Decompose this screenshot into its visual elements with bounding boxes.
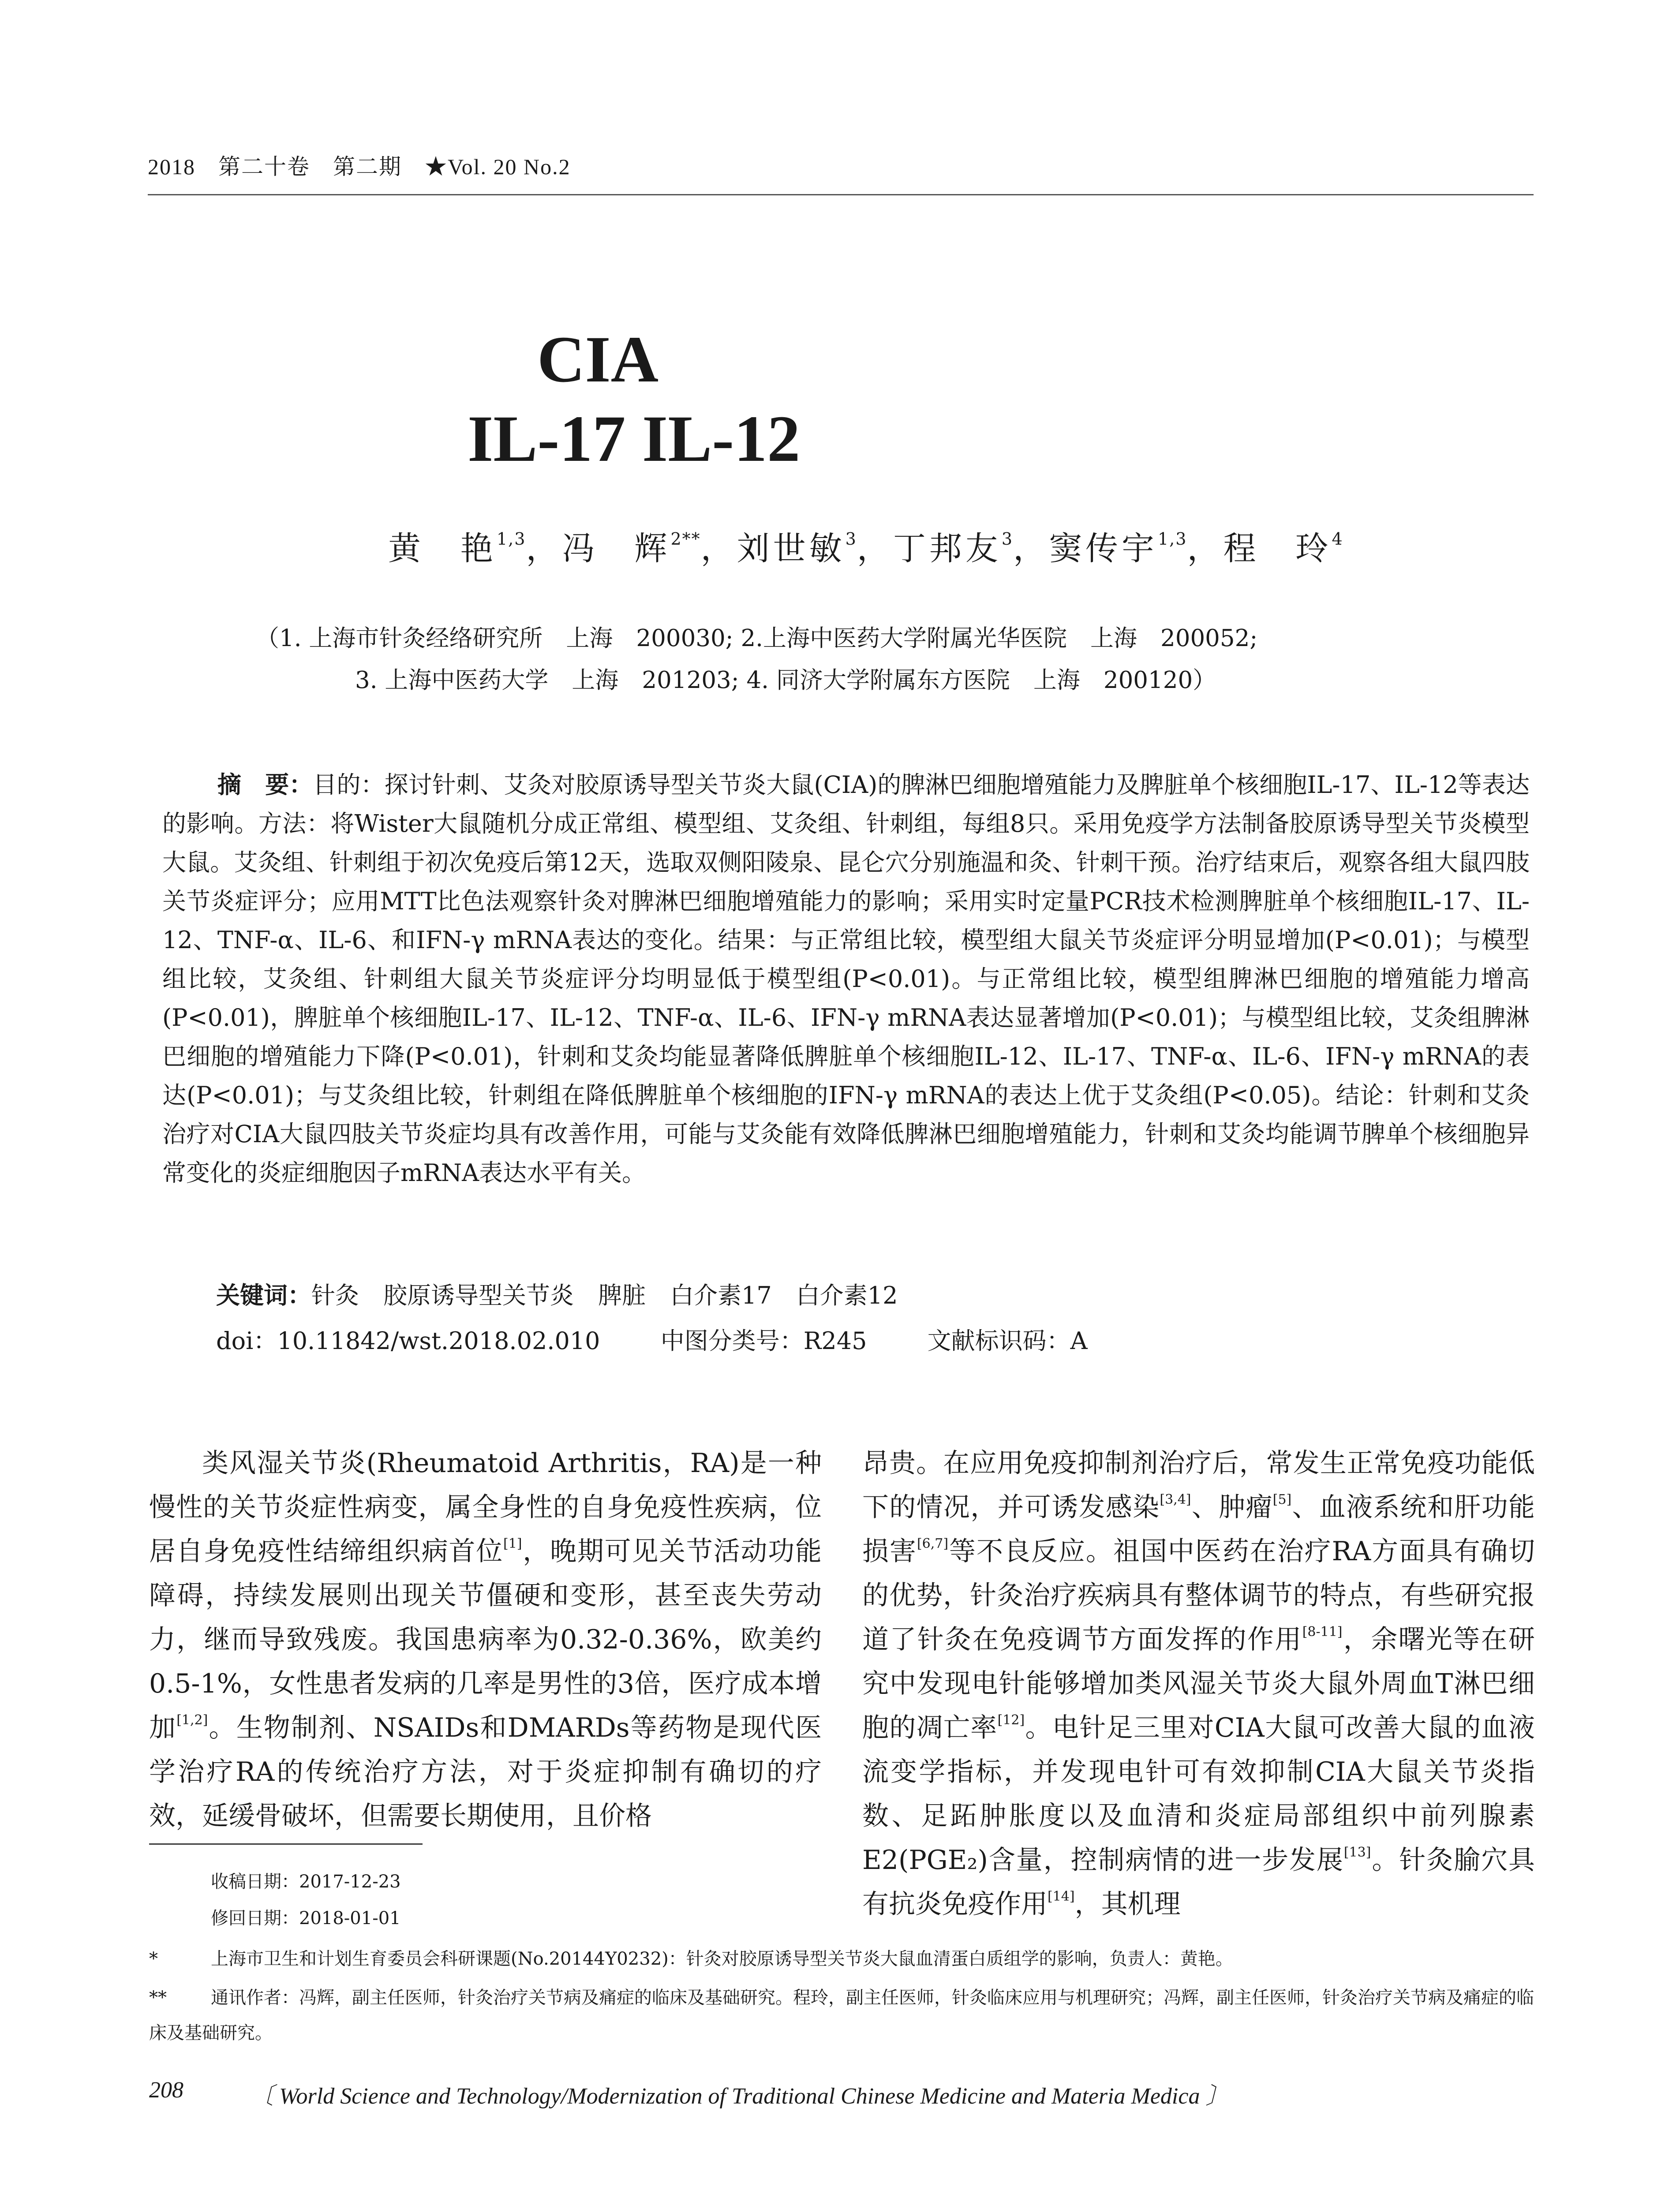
author-affiliation-marker: 3 [845, 529, 857, 549]
author-name: 窦传宇 [1049, 530, 1158, 568]
body-text: 、肿瘤 [1191, 1492, 1273, 1523]
author-affiliation-marker: 4 [1332, 529, 1343, 549]
funding-note [149, 1945, 1233, 1970]
clc-number: 中图分类号：R245 [660, 1327, 867, 1355]
body-text: 、血液系统和肝功能损害 [862, 1492, 1535, 1567]
abstract [162, 765, 1530, 1192]
body-column-right [862, 1441, 1535, 1926]
body-text: 类风湿关节炎(Rheumatoid Arthritis，RA)是一种慢性的关节炎症性病变，属全身性的自身免疫性疾病，位居自身免疫性结缔组织病首位 [149, 1448, 822, 1567]
author-affiliation-marker: 2** [670, 529, 701, 549]
keywords-label: 关键词： [216, 1281, 311, 1309]
keyword: 脾脏 [598, 1282, 646, 1309]
keywords-list [311, 1282, 922, 1309]
header-rule [148, 194, 1534, 195]
citation-ref: [5] [1272, 1492, 1292, 1507]
revised-date: 修回日期：2018-01-01 [211, 1908, 401, 1928]
author-separator: ， [526, 530, 562, 568]
body-text: ，其机理 [1074, 1889, 1181, 1920]
citation-ref: [13] [1343, 1845, 1371, 1860]
document-code: 文献标识码：A [927, 1327, 1088, 1355]
funding-text: 上海市卫生和计划生育委员会科研课题(No.20144Y0232)：针灸对胶原诱导型关节炎大鼠血清蛋白质组学的影响，负责人：黄艳。 [211, 1949, 1233, 1969]
keyword: 白介素17 [670, 1282, 772, 1309]
author-name: 丁邦友 [893, 530, 1002, 568]
affiliation-line-1: （1. 上海市针灸经络研究所 上海 200030; 2.上海中医药大学附属光华医院 上海 200052; [256, 625, 1258, 652]
author-separator: ， [700, 530, 737, 568]
citation-ref: [1] [503, 1536, 522, 1551]
body-text: ，余曙光等在研究中发现电针能够增加类风湿关节炎大鼠外周血T淋巴细胞的凋亡率 [862, 1624, 1535, 1743]
abstract-text: 目的：探讨针刺、艾灸对胶原诱导型关节炎大鼠(CIA)的脾淋巴细胞增殖能力及脾脏单个核细胞IL-17、IL-12等表达的影响。方法：将Wister大鼠随机分成正常组、模型组、艾灸组、针刺组，每组8只。采用免疫学方法制备胶原诱导型关节炎模型大鼠。艾灸组、针刺组于初次免疫后第12天，选取双侧阳陵泉、昆仑穴分别施温和灸、针刺干预。治疗结束后，观察各组大鼠四肢关节炎症评分；应用MTT比色法观察针灸对脾淋巴细胞增殖能力的影响；采用实时定量PCR技术检测脾脏单个核细胞IL-17、IL-12、TNF-α、IL-6、和IFN-γ mRNA表达的变化。结果：与正常组比较，模型组大鼠关节炎症评分明显增加(P<0.01)；与模型组比较，艾灸组、针刺组大鼠关节炎症评分均明显低于模型组(P<0.01)。与正常组比较，模型组脾淋巴细胞的增殖能力增高(P<0.01)，脾脏单个核细胞IL-17、IL-12、TNF-α、IL-6、IFN-γ mRNA表达显著增加(P<0.01)；与模型组比较，艾灸组脾淋巴细胞的增殖能力下降(P<0.01)，针刺和艾灸均能显著降低脾脏单个核细胞IL-12、IL-17、TNF-α、IL-6、IFN-γ mRNA的表达(P<0.01)；与艾灸组比较，针刺组在降低脾脏单个核细胞的IFN-γ mRNA的表达上优于艾灸组(P<0.05)。结论：针刺和艾灸治疗对CIA大鼠四肢关节炎症均具有改善作用，可能与艾灸能有效降低脾淋巴细胞增殖能力，针刺和艾灸均能调节脾单个核细胞异常变化的炎症细胞因子mRNA表达水平有关。 [162, 771, 1530, 1187]
author-name: 冯 辉 [562, 530, 671, 568]
author-separator: ， [857, 530, 893, 568]
author-name: 程 玲 [1223, 530, 1332, 568]
author-separator: ， [1013, 530, 1049, 568]
author-name: 黄 艳 [388, 530, 497, 568]
keyword: 针灸 [311, 1282, 359, 1309]
author-separator: ， [1187, 530, 1224, 568]
corresponding-mark: ** [149, 1988, 167, 2008]
body-text: 昂贵。在应用免疫抑制剂治疗后，常发生正常免疫功能低下的情况，并可诱发感染 [862, 1448, 1535, 1523]
body-text: ，晚期可见关节活动功能障碍，持续发展则出现关节僵硬和变形，甚至丧失劳动力，继而导致残废。我国患病率为0.32-0.36%，欧美约0.5-1%，女性患者发病的几率是男性的3倍，医疗成本增加 [149, 1536, 822, 1743]
author-list [388, 523, 1343, 569]
footnote-rule [149, 1843, 423, 1845]
abstract-label: 摘 要： [217, 770, 313, 799]
citation-ref: [8-11] [1302, 1624, 1343, 1640]
body-text: 。针灸腧穴具有抗炎免疫作用 [862, 1845, 1535, 1920]
body-column-left [149, 1441, 822, 1865]
author-affiliation-marker: 1,3 [497, 529, 526, 549]
author-affiliation-marker: 1,3 [1158, 529, 1187, 549]
author-affiliation-marker: 3 [1001, 529, 1013, 549]
page-number: 208 [149, 2078, 183, 2103]
corresponding-text: 通讯作者：冯辉，副主任医师，针灸治疗关节病及痛症的临床及基础研究。程玲，副主任医师，针灸临床应用与机理研究；冯辉，副主任医师，针灸治疗关节病及痛症的临床及基础研究。 [149, 1988, 1534, 2043]
article-meta [216, 1322, 1141, 1356]
title-line-1: CIA [537, 323, 659, 396]
citation-ref: [3,4] [1160, 1492, 1191, 1507]
doi: doi：10.11842/wst.2018.02.010 [216, 1327, 600, 1355]
author-name: 刘世敏 [737, 530, 846, 568]
body-text: 等不良反应。祖国中医药在治疗RA方面具有确切的优势，针灸治疗疾病具有整体调节的特点，有些研究报道了针灸在免疫调节方面发挥的作用 [862, 1536, 1535, 1655]
keywords [216, 1277, 922, 1311]
running-head: 2018 第二十卷 第二期 ★Vol. 20 No.2 [148, 154, 571, 179]
received-date: 收稿日期：2017-12-23 [211, 1872, 401, 1892]
title-line-2: IL-17 IL-12 [468, 402, 801, 475]
keyword: 胶原诱导型关节炎 [383, 1282, 574, 1309]
citation-ref: [6,7] [917, 1536, 949, 1551]
keyword: 白介素12 [796, 1282, 898, 1309]
journal-name-footer: 〔 World Science and Technology/Modernization of Traditional Chinese Medicine and Materia Medica 〕 [251, 2084, 1229, 2109]
corresponding-author-note [149, 1980, 1538, 2051]
citation-ref: [14] [1048, 1889, 1075, 1904]
citation-ref: [12] [997, 1712, 1025, 1728]
funding-mark: * [149, 1949, 158, 1969]
affiliation-line-2: 3. 上海中医药大学 上海 201203; 4. 同济大学附属东方医院 上海 200120） [355, 667, 1216, 694]
citation-ref: [1,2] [176, 1712, 208, 1728]
body-text: 。生物制剂、NSAIDs和DMARDs等药物是现代医学治疗RA的传统治疗方法，对于炎症抑制有确切的疗效，延缓骨破坏，但需要长期使用，且价格 [149, 1712, 822, 1831]
body-text: 。电针足三里对CIA大鼠可改善大鼠的血液流变学指标，并发现电针可有效抑制CIA大鼠关节炎指数、足跖肿胀度以及血清和炎症局部组织中前列腺素E2(PGE₂)含量，控制病情的进一步发展 [862, 1712, 1535, 1876]
